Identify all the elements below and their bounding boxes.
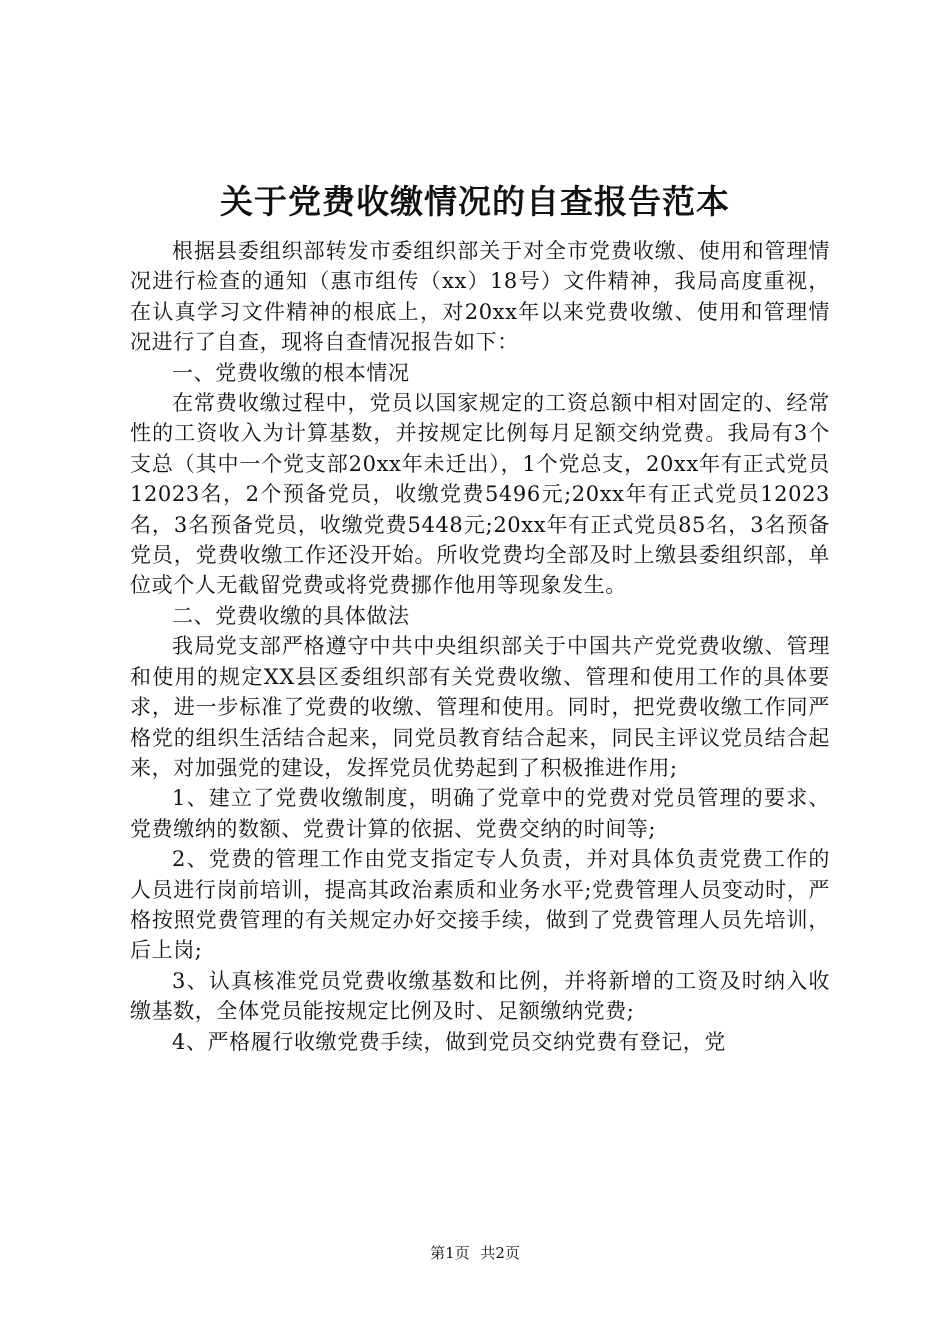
- section-heading-1: 一、党费收缴的根本情况: [172, 360, 410, 385]
- page-footer: [0, 1243, 950, 1263]
- list-item-1: 1、建立了党费收缴制度，明确了党章中的党费对党员管理的要求、党费缴纳的数额、党费计算的依据、党费交纳的时间等;: [130, 786, 830, 841]
- list-item-3: 3、认真核准党员党费收缴基数和比例，并将新增的工资及时纳入收缴基数，全体党员能按规定比例及时、足额缴纳党费;: [130, 968, 830, 1024]
- page-number: 第1页: [430, 1244, 470, 1262]
- paragraph-intro: 根据县委组织部转发市委组织部关于对全市党费收缴、使用和管理情况进行检查的通知（惠市组传（xx）18号）文件精神，我局高度重视，在认真学习文件精神的根底上，对20xx年以来党费收缴、使用和管理情况进行了自查，现将自查情况报告如下：: [130, 239, 830, 355]
- page-total: 共2页: [480, 1244, 520, 1262]
- paragraph-section-1: 在常费收缴过程中，党员以国家规定的工资总额中相对固定的、经常性的工资收入为计算基数，并按规定比例每月足额交纳党费。我局有3个支总（其中一个党支部20xx年未迁出），1个党总支，20xx年有正式党员12023名，2个预备党员，收缴党费5496元;20xx年有正式党员12023名，3名预备党员，收缴党费5448元;20xx年有正式党员85名，3名预备党员，党费收缴工作还没开始。所收党费均全部及时上缴县委组织部，单位或个人无截留党费或将党费挪作他用等现象发生。: [130, 391, 830, 598]
- paragraph-section-2: 我局党支部严格遵守中共中央组织部关于中国共产党党费收缴、管理和使用的规定XX县区委组织部有关党费收缴、管理和使用工作的具体要求，进一步标准了党费的收缴、管理和使用。同时，把党费收缴工作同严格党的组织生活结合起来，同党员教育结合起来，同民主评议党员结合起来，对加强党的建设，发挥党员优势起到了积极推进作用;: [130, 634, 830, 780]
- list-item-4: 4、严格履行收缴党费手续，做到党员交纳党费有登记，党: [172, 1029, 726, 1054]
- document-title: 关于党费收缴情况的自查报告范本: [220, 182, 730, 221]
- list-item-2: 2、党费的管理工作由党支指定专人负责，并对具体负责党费工作的人员进行岗前培训，提高其政治素质和业务水平;党费管理人员变动时，严格按照党费管理的有关规定办好交接手续，做到了党费管理人员先培训，后上岗;: [130, 847, 830, 963]
- section-heading-2: 二、党费收缴的具体做法: [172, 603, 410, 628]
- document-body: [130, 236, 830, 1057]
